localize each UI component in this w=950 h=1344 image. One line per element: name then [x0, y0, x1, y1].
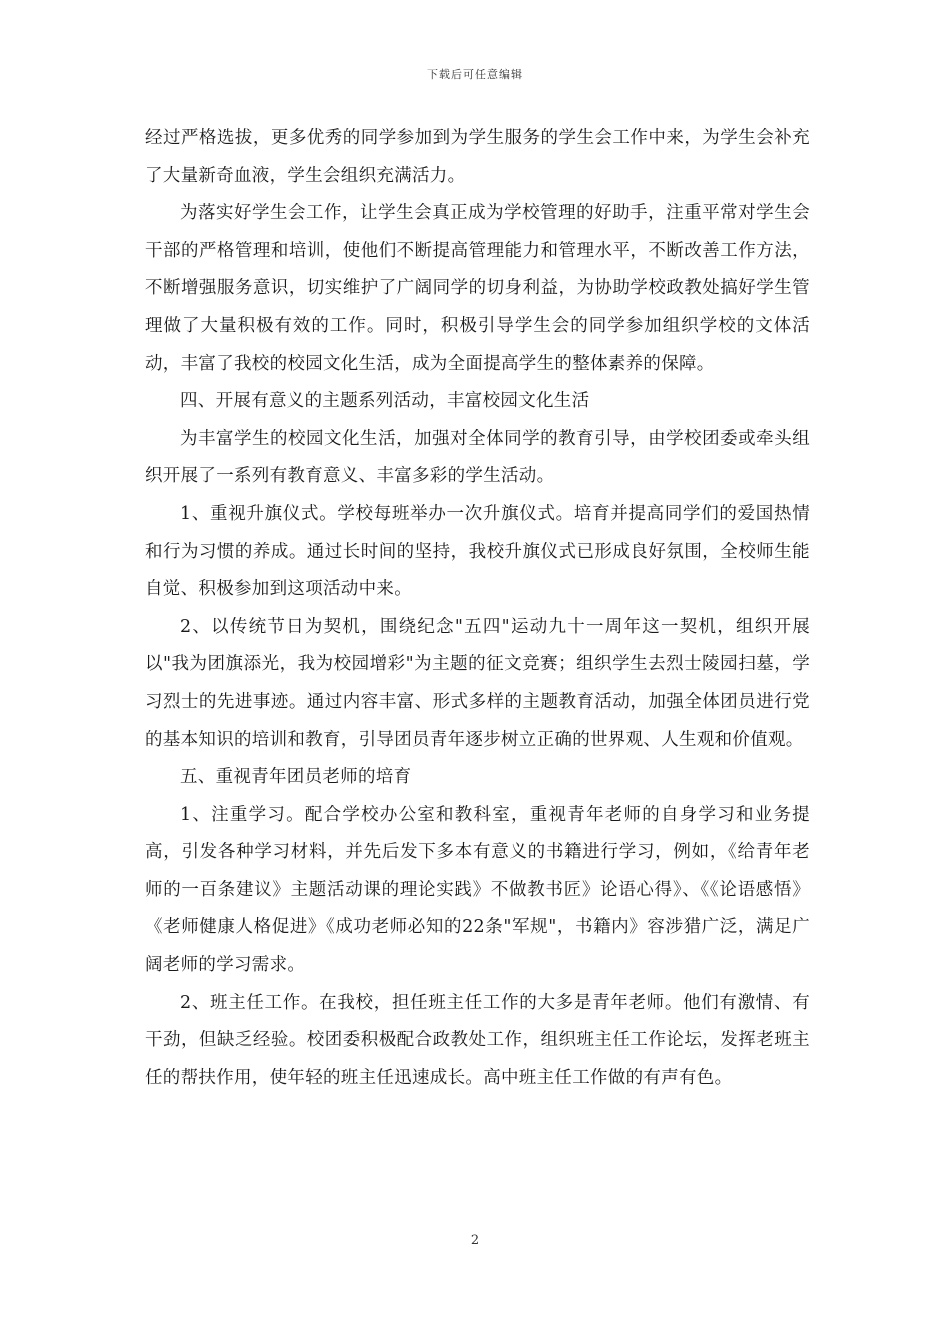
paragraph-student-union-work: 为落实好学生会工作，让学生会真正成为学校管理的好助手，注重平常对学生会干部的严格管理和培训，使他们不断提高管理能力和管理水平，不断改善工作方法，不断增强服务意识，切实维护了广阔同学的切身利益，为协助学校政教处搞好学生管理做了大量积极有效的工作。同时，积极引导学生会的同学参加组织学校的文体活动，丰富了我校的校园文化生活，成为全面提高学生的整体素养的保障。 — [145, 203, 810, 374]
section-heading-five: 五、重视青年团员老师的培育 — [180, 767, 412, 788]
paragraph-campus-culture: 为丰富学生的校园文化生活，加强对全体同学的教育引导，由学校团委或牵头组织开展了一系列有教育意义、丰富多彩的学生活动。 — [145, 428, 810, 487]
paragraph-class-teacher-work: 2、班主任工作。在我校，担任班主任工作的大多是青年老师。他们有激情、有干劲，但缺乏经验。校团委积极配合政教处工作，组织班主任工作论坛，发挥老班主任的帮扶作用，使年轻的班主任迅速成长。高中班主任工作做的有声有色。 — [145, 992, 810, 1088]
paragraph-traditional-festivals: 2、以传统节日为契机，围绕纪念"五四"运动九十一周年这一契机，组织开展以"我为团旗添光，我为校园增彩"为主题的征文竞赛；组织学生去烈士陵园扫墓，学习烈士的先进事迹。通过内容丰富、形式多样的主题教育活动，加强全体团员进行党的基本知识的培训和教育，引导团员青年逐步树立正确的世界观、人生观和价值观。 — [145, 616, 810, 750]
paragraph-continuation: 经过严格选拔，更多优秀的同学参加到为学生服务的学生会工作中来，为学生会补充了大量新奇血液，学生会组织充满活力。 — [145, 128, 810, 186]
paragraph-study-focus: 1、注重学习。配合学校办公室和教科室，重视青年老师的自身学习和业务提高，引发各种学习材料，并先后发下多本有意义的书籍进行学习，例如，《给青年老师的一百条建议》主题活动课的理论实践》不做教书匠》论语心得》、《《论语感悟》《老师健康人格促进》《成功老师必知的22条"军规"，书籍内》容涉猎广泛，满足广阔老师的学习需求。 — [145, 804, 810, 976]
document-body — [145, 120, 810, 1097]
page-number: 2 — [470, 1233, 480, 1248]
section-heading-four: 四、开展有意义的主题系列活动，丰富校园文化生活 — [180, 391, 590, 412]
page-header-note: 下载后可任意编辑 — [427, 68, 523, 81]
paragraph-flag-ceremony: 1、重视升旗仪式。学校每班举办一次升旗仪式。培育并提高同学们的爱国热情和行为习惯的养成。通过长时间的坚持，我校升旗仪式已形成良好氛围，全校师生能自觉、积极参加到这项活动中来。 — [145, 503, 810, 600]
